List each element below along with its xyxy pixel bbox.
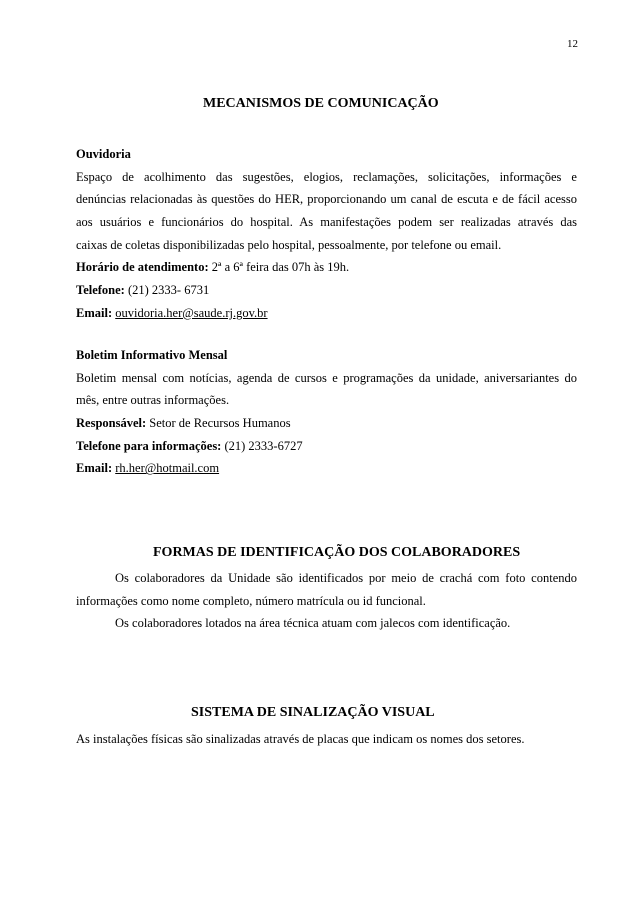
page-number: 12 xyxy=(567,38,578,50)
horario-value: 2ª a 6ª feira das 07h às 19h. xyxy=(208,260,350,275)
boletim-line-2: mês, entre outras informações. xyxy=(76,393,230,408)
section-heading-comunicacao: MECANISMOS DE COMUNICAÇÃO xyxy=(203,96,439,111)
identificacao-line-3: Os colaboradores lotados na área técnica atuam com jalecos com identificação. xyxy=(115,616,511,631)
sinalizacao-block xyxy=(76,728,577,751)
boletim-telefone-row xyxy=(76,435,577,458)
responsavel-value: Setor de Recursos Humanos xyxy=(146,416,291,431)
identificacao-line-2: informações como nome completo, número matrícula ou id funcional. xyxy=(76,593,426,608)
sinalizacao-text: As instalações físicas são sinalizadas através de placas que indicam os nomes dos setores. xyxy=(76,732,525,746)
ouvidoria-line-1: Espaço de acolhimento das sugestões, elogios, reclamações, solicitações, informações e xyxy=(76,169,577,184)
ouvidoria-line-3: aos usuários e funcionários do hospital. As manifestações podem ser realizadas através das xyxy=(76,215,577,230)
ouvidoria-telefone-value: (21) 2333- 6731 xyxy=(124,283,210,298)
ouvidoria-line-2: denúncias relacionadas às questões do HER, proporcionando um canal de escuta e de fácil acesso xyxy=(76,192,577,207)
ouvidoria-line-4: caixas de coletas disponibilizadas pelo hospital, pessoalmente, por telefone ou email. xyxy=(76,237,502,252)
boletim-line-1: Boletim mensal com notícias, agenda de cursos e programações da unidade, aniversariantes do xyxy=(76,370,577,385)
boletim-email-label: Email: xyxy=(76,461,113,476)
identificacao-line-1: Os colaboradores da Unidade são identificados por meio de crachá com foto contendo xyxy=(115,571,577,585)
section-heading-identificacao: FORMAS DE IDENTIFICAÇÃO DOS COLABORADORES xyxy=(153,545,521,560)
horario-label: Horário de atendimento: xyxy=(76,260,209,275)
boletim-email-row xyxy=(76,457,577,480)
horario-row xyxy=(76,256,577,279)
boletim-block xyxy=(76,344,577,480)
ouvidoria-email-row xyxy=(76,302,577,325)
ouvidoria-telefone-row xyxy=(76,279,577,302)
boletim-telefone-value: (21) 2333-6727 xyxy=(221,438,303,453)
ouvidoria-email-label: Email: xyxy=(76,305,113,320)
responsavel-row xyxy=(76,412,577,435)
section-heading-sinalizacao: SISTEMA DE SINALIZAÇÃO VISUAL xyxy=(191,705,435,720)
identificacao-block xyxy=(76,567,577,635)
ouvidoria-title: Ouvidoria xyxy=(76,147,131,161)
boletim-telefone-label: Telefone para informações: xyxy=(76,438,222,453)
boletim-email-link[interactable]: rh.her@hotmail.com xyxy=(115,461,220,476)
ouvidoria-telefone-label: Telefone: xyxy=(76,283,125,298)
responsavel-label: Responsável: xyxy=(76,416,147,431)
ouvidoria-email-link[interactable]: ouvidoria.her@saude.rj.gov.br xyxy=(115,305,268,320)
boletim-title: Boletim Informativo Mensal xyxy=(76,348,228,362)
ouvidoria-block xyxy=(76,143,577,325)
